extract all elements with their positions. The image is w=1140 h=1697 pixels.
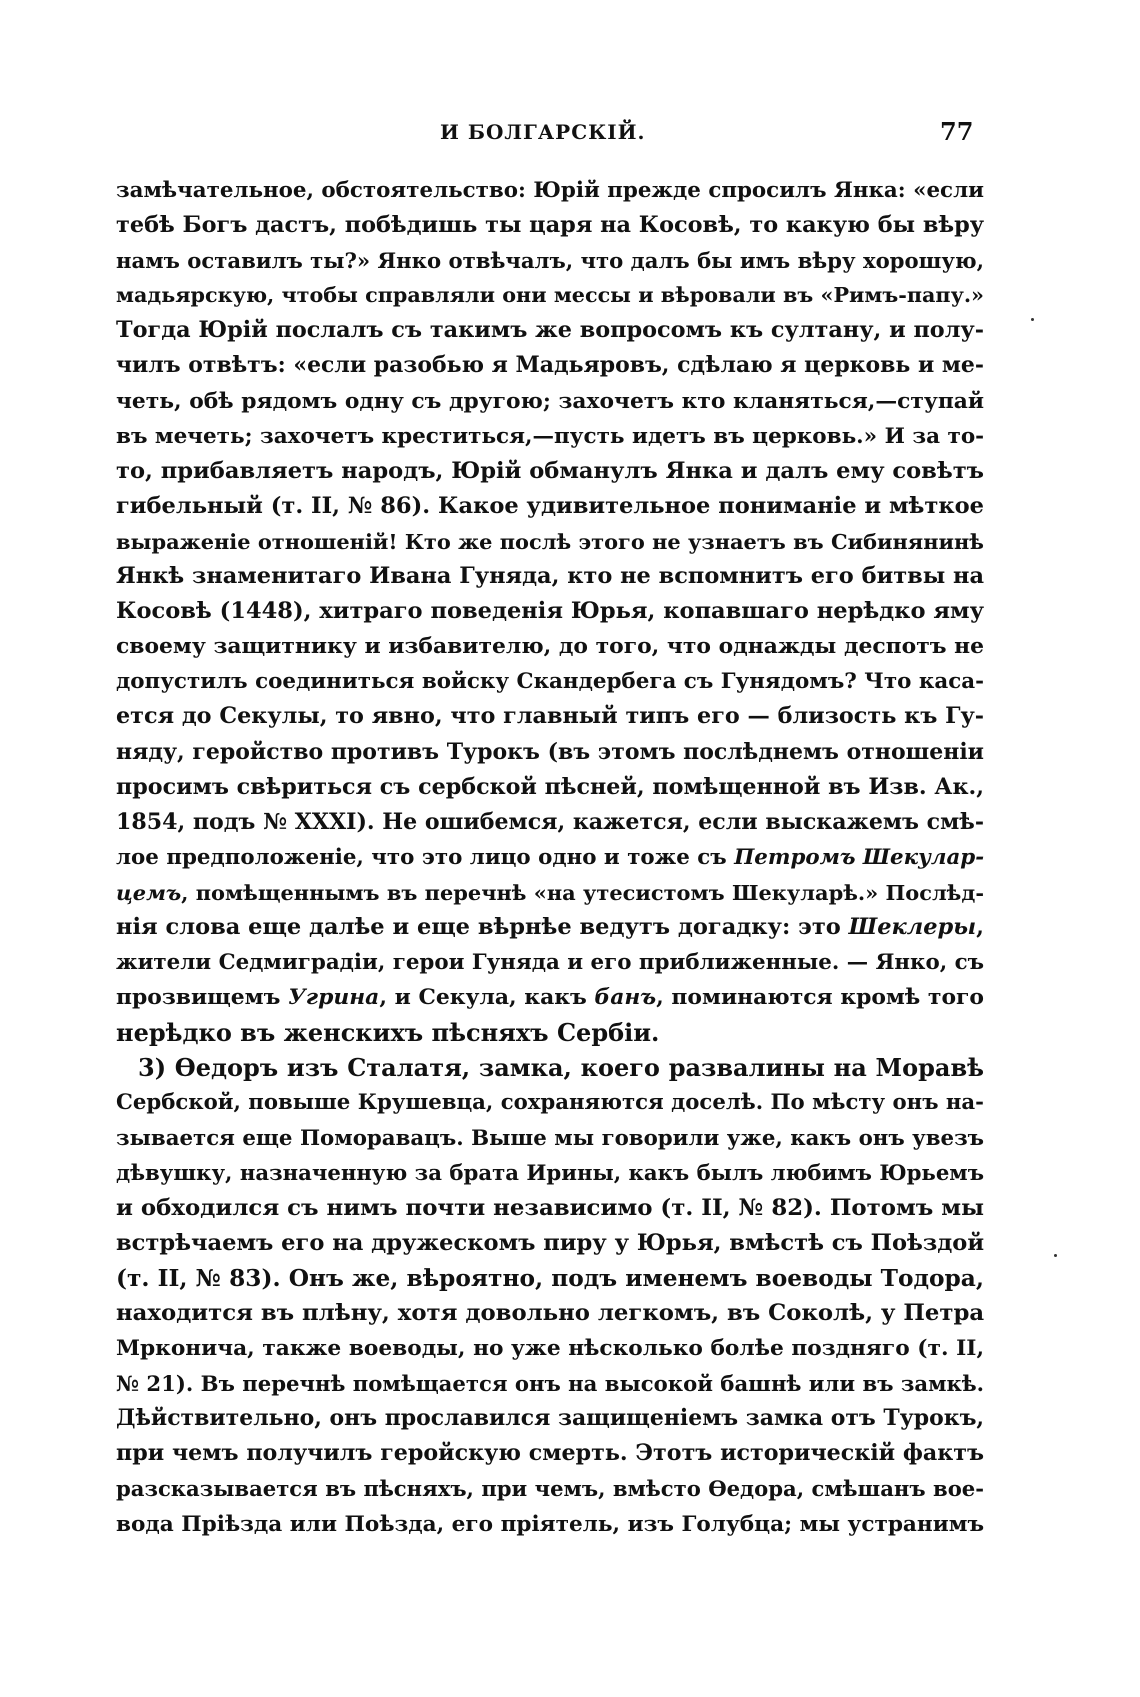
text-line: выраженіе отношеній! Кто же послѣ этого не узнаетъ въ Сибинянинѣ [116, 528, 984, 554]
text-line: 1854, подъ № XXXI). Не ошибемся, кажется, если выскажемъ смѣ- [116, 808, 984, 835]
paragraph-end-line: нерѣдко въ женскихъ пѣсняхъ Сербіи. [116, 1018, 660, 1048]
text-line: замѣчательное, обстоятельство: Юрій прежде спросилъ Янка: «если [116, 178, 984, 203]
italic-title: банъ [594, 984, 657, 1011]
text-line: ется до Секулы, то явно, что главный типъ его — близость къ Гу- [116, 703, 984, 730]
text-line: разсказывается въ пѣсняхъ, при чемъ, вмѣсто Ѳедора, смѣшанъ вое- [116, 1476, 984, 1502]
running-title: И БОЛГАРСКІЙ. [440, 120, 646, 144]
italic-name: Петромъ Шекулар- [734, 844, 984, 870]
text-line: няду, геройство противъ Турокъ (въ этомъ послѣднемъ отношеніи [116, 738, 984, 765]
text-line: находится въ плѣну, хотя довольно легкомъ, въ Соколѣ, у Петра [116, 1300, 984, 1326]
text-line: встрѣчаемъ его на дружескомъ пиру у Юрья, вмѣстѣ съ Поѣздой [116, 1229, 984, 1256]
page-number: 77 [940, 117, 974, 146]
text-line: Косовѣ (1448), хитраго поведенія Юрья, копавшаго нерѣдко яму [116, 598, 984, 625]
text-line: намъ оставилъ ты?» Янко отвѣчалъ, что далъ бы имъ вѣру хорошую, [116, 248, 984, 274]
section-start-line: 3) Ѳедоръ изъ Сталатя, замка, коего развалины на Моравѣ [138, 1053, 984, 1083]
text-line: четь, обѣ рядомъ одну съ другою; захочетъ кто кланяться,—ступай [116, 388, 984, 414]
text-line: цемъ, помѣщеннымъ въ перечнѣ «на утесистомъ Шекуларѣ.» Послѣд- [116, 879, 984, 905]
text-line: Янкѣ знаменитаго Ивана Гуняда, кто не вспомнитъ его битвы на [116, 563, 984, 590]
text-line: зывается еще Поморавацъ. Выше мы говорили уже, какъ онъ увезъ [116, 1125, 984, 1151]
italic-name: Шеклеры [848, 913, 977, 940]
text-line: просимъ свѣриться съ сербской пѣсней, помѣщенной въ Изв. Ак., [116, 773, 984, 800]
text-line: Мрконича, также воеводы, но уже нѣсколько болѣе поздняго (т. II, [116, 1336, 984, 1362]
text-line: при чемъ получилъ геройскую смерть. Этотъ историческій фактъ [116, 1440, 984, 1467]
text-line: то, прибавляетъ народъ, Юрій обманулъ Янка и далъ ему совѣтъ [116, 457, 984, 484]
text-line: гибельный (т. II, № 86). Какое удивительное пониманіе и мѣткое [116, 492, 984, 519]
text-line: дѣвушку, назначенную за брата Ирины, какъ былъ любимъ Юрьемъ [116, 1160, 984, 1186]
scan-speck [1054, 1254, 1057, 1257]
scan-speck [1031, 318, 1034, 321]
text-line: въ мечеть; захочетъ креститься,—пусть идетъ въ церковь.» И за то- [116, 423, 984, 449]
text-line: жители Седмиградіи, герои Гуняда и его приближенные. — Янко, съ [116, 950, 984, 976]
text-line: Тогда Юрій послалъ съ такимъ же вопросомъ къ султану, и полу- [116, 317, 984, 344]
text-line: тебѣ Богъ дастъ, побѣдишь ты царя на Косовѣ, то какую бы вѣру [116, 212, 984, 239]
text-line: прозвищемъ Угрина, и Секула, какъ банъ, поминаются кромѣ того [116, 984, 984, 1011]
text-line: лое предположеніе, что это лицо одно и тоже съ Петромъ Шекулар- [116, 844, 984, 870]
body-text [116, 173, 984, 1542]
text-line: вода Пріѣзда или Поѣзда, его пріятель, изъ Голубца; мы устранимъ [116, 1511, 984, 1537]
italic-name: цемъ [116, 879, 182, 905]
text-line: чилъ отвѣтъ: «если разобью я Мадьяровъ, сдѣлаю я церковь и ме- [116, 352, 984, 379]
text-line: № 21). Въ перечнѣ помѣщается онъ на высокой башнѣ или въ замкѣ. [116, 1371, 984, 1397]
text-line: и обходился съ нимъ почти независимо (т. II, № 82). Потомъ мы [116, 1194, 984, 1221]
text-line: допустилъ соединиться войску Скандербега съ Гунядомъ? Что каса- [116, 669, 984, 695]
text-line: мадьярскую, чтобы справляли они мессы и вѣровали въ «Римъ-папу.» [116, 283, 984, 308]
text-line: Дѣйствительно, онъ прославился защищеніемъ замка отъ Турокъ, [116, 1405, 984, 1432]
text-line: (т. II, № 83). Онъ же, вѣроятно, подъ именемъ воеводы Тодора, [116, 1264, 984, 1292]
text-line: своему защитнику и избавителю, до того, что однажды деспотъ не [116, 633, 984, 660]
italic-name: Угрина [288, 984, 380, 1011]
text-line: нія слова еще далѣе и еще вѣрнѣе ведутъ догадку: это Шеклеры, [116, 913, 984, 940]
text-line: Сербской, повыше Крушевца, сохраняются доселѣ. По мѣсту онъ на- [116, 1090, 984, 1116]
